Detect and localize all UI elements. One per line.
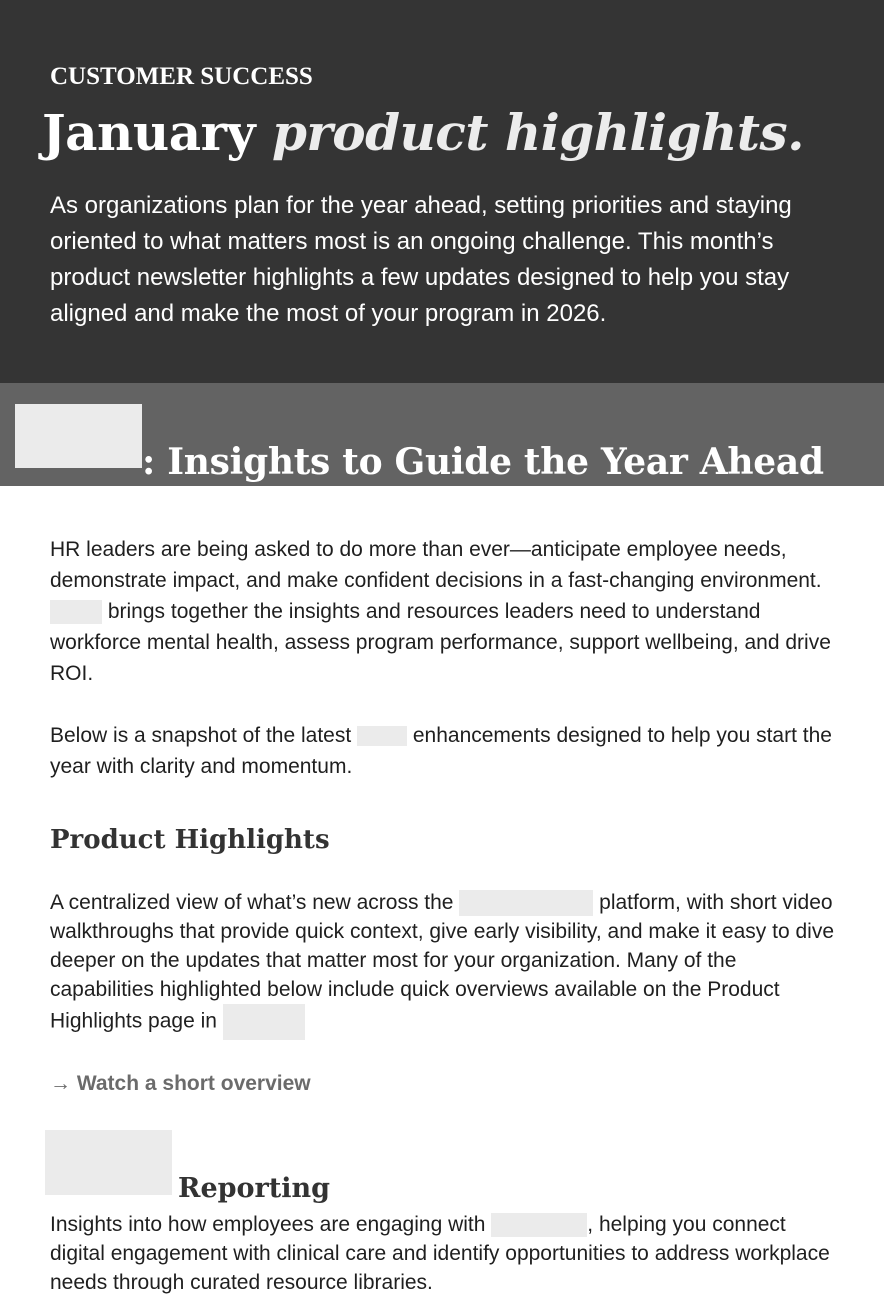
band-title: : Insights to Guide the Year Ahead [142,440,824,483]
intro-paragraph-1 [50,534,834,689]
redacted-platform-name [459,890,593,916]
reporting-text-a: Insights into how employees are engaging with [50,1213,492,1236]
redacted-name [50,600,102,624]
reporting-header [50,1130,834,1204]
title-emphasis: product highlights. [271,103,804,162]
ph-text-a: A centralized view of what’s new across the [50,891,460,914]
product-highlights-heading: Product Highlights [50,825,330,855]
redacted-name [491,1213,587,1237]
ph-text-b: platform, with short video walkthroughs that provide quick context, give early visibility, and make it easy to dive deeper on the updates that matter most for your organization. Many of the capabilities highlighted below include quick overviews available on the Product Highlights page in [50,891,834,1033]
intro-p1-text-b: brings together the insights and resources leaders need to understand workforce mental health, assess program performance, support wellbeing, and drive ROI. [50,600,831,685]
reporting-text-b: , helping you connect digital engagement with clinical care and identify opportunities to address workplace needs through curated resource libraries. [50,1213,830,1294]
main-content [0,486,884,1297]
reporting-heading: Reporting [178,1173,330,1204]
product-highlights-paragraph [50,888,834,1040]
redacted-logo [15,404,142,468]
section-band [0,383,884,486]
title-main: January [42,103,272,162]
redacted-product-name [223,1004,305,1040]
redacted-icon [45,1130,172,1195]
eyebrow-label: CUSTOMER SUCCESS [50,63,313,90]
hero-header [0,0,884,383]
hero-intro: As organizations plan for the year ahead, setting priorities and staying oriented to what matters most is an ongoing challenge. This month’s product newsletter highlights a few updates designed to help you stay aligned and make the most of your program in 2026. [50,192,792,327]
redacted-name [357,726,407,746]
intro-p2-text-a: Below is a snapshot of the latest [50,724,358,747]
page-title [42,100,834,166]
reporting-paragraph [50,1210,834,1297]
intro-p2-text-b: enhancements designed to help you start the year with clarity and momentum. [50,724,832,778]
intro-paragraph-2 [50,720,834,782]
watch-overview-link[interactable]: → Watch a short overview [50,1072,311,1095]
intro-p1-text-a: HR leaders are being asked to do more than ever—anticipate employee needs, demonstrate impact, and make confident decisions in a fast-changing environment. [50,538,822,592]
